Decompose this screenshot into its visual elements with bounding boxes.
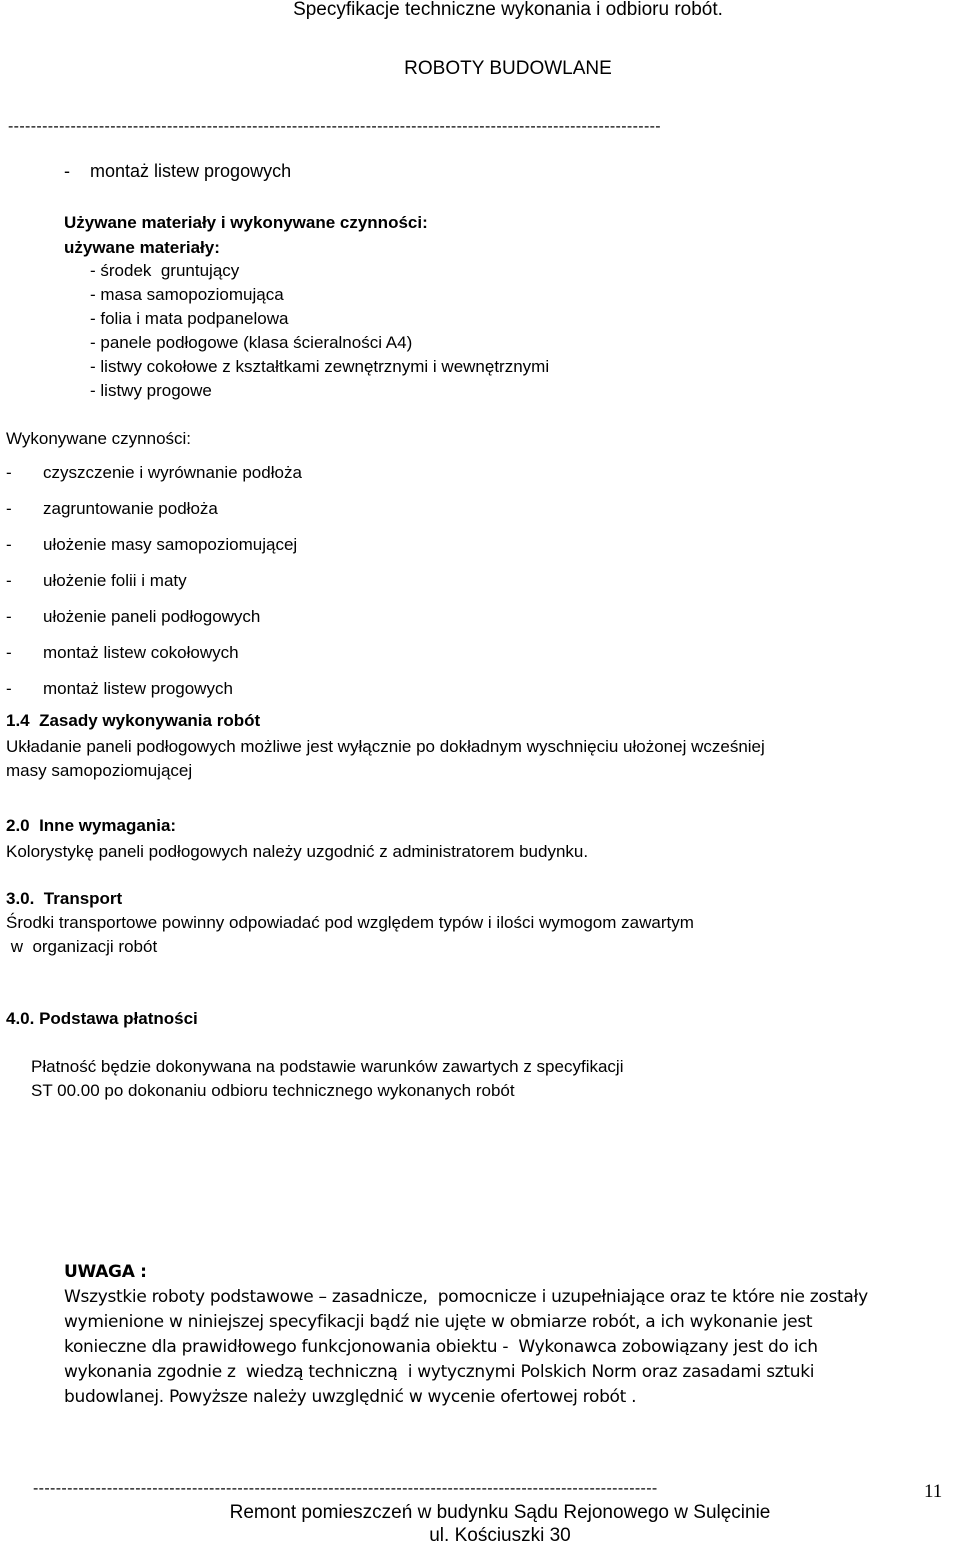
activity-item: montaż listew cokołowych — [43, 643, 239, 662]
activity-item: zagruntowanie podłoża — [43, 499, 218, 518]
activities-heading: Wykonywane czynności: — [6, 429, 192, 448]
materials-subheading: używane materiały: — [64, 238, 220, 257]
section-text: Środki transportowe powinny odpowiadać pod względem typów i ilości wymogom zawartym — [6, 913, 694, 932]
header-divider: ------------------------------------------------------------------------------------------------------------------- — [8, 118, 661, 135]
activity-item: ułożenie masy samopoziomującej — [43, 535, 298, 554]
section-text: w organizacji robót — [6, 937, 158, 956]
section-text: Kolorystykę paneli podłogowych należy uzgodnić z administratorem budynku. — [6, 842, 589, 861]
page-number: 11 — [924, 1481, 943, 1502]
activity-item: ułożenie folii i maty — [43, 571, 187, 590]
materials-heading: Używane materiały i wykonywane czynności: — [64, 213, 428, 232]
section-title: ROBOTY BUDOWLANE — [404, 58, 612, 79]
activity-item: czyszczenie i wyrównanie podłoża — [43, 463, 302, 482]
activity-item: montaż listew progowych — [43, 679, 233, 698]
list-dash: - — [6, 571, 12, 590]
material-item: - panele podłogowe (klasa ścieralności A4) — [90, 333, 413, 352]
list-dash: - — [6, 607, 12, 626]
note-heading: UWAGA : — [64, 1262, 147, 1282]
material-item: - listwy progowe — [90, 381, 212, 400]
note-text: wykonania zgodnie z wiedzą techniczną i wytycznymi Polskich Norm oraz zasadami sztuki — [64, 1362, 815, 1382]
note-text: Wszystkie roboty podstawowe – zasadnicze, pomocnicze i uzupełniające oraz te które nie zostały — [64, 1287, 868, 1307]
section-text: masy samopoziomującej — [6, 761, 193, 780]
material-item: - środek gruntujący — [90, 261, 240, 280]
section-heading: 3.0. Transport — [6, 889, 123, 908]
section-heading: 1.4 Zasady wykonywania robót — [6, 711, 261, 730]
activity-item: ułożenie paneli podłogowych — [43, 607, 261, 626]
section-heading: 4.0. Podstawa płatności — [6, 1009, 198, 1028]
footer-divider: -------------------------------------------------------------------------------------------------------------- — [33, 1480, 658, 1497]
document-title: Specyfikacje techniczne wykonania i odbioru robót. — [293, 0, 723, 20]
section-heading: 2.0 Inne wymagania: — [6, 816, 177, 835]
list-dash: - — [6, 535, 12, 554]
footer-address: ul. Kościuszki 30 — [429, 1525, 571, 1546]
note-text: konieczne dla prawidłowego funkcjonowania obiektu - Wykonawca zobowiązany jest do ich — [64, 1337, 818, 1357]
section-text: Płatność będzie dokonywana na podstawie warunków zawartych z specyfikacji — [31, 1057, 624, 1076]
list-item: - montaż listew progowych — [64, 161, 292, 181]
material-item: - folia i mata podpanelowa — [90, 309, 289, 328]
list-dash: - — [6, 679, 12, 698]
list-dash: - — [6, 463, 12, 482]
note-text: budowlanej. Powyższe należy uwzględnić w wycenie ofertowej robót . — [64, 1387, 637, 1407]
material-item: - masa samopoziomująca — [90, 285, 284, 304]
list-dash: - — [6, 643, 12, 662]
footer-project: Remont pomieszczeń w budynku Sądu Rejonowego w Sulęcinie — [229, 1502, 771, 1523]
section-text: ST 00.00 po dokonaniu odbioru technicznego wykonanych robót — [31, 1081, 515, 1100]
material-item: - listwy cokołowe z kształtkami zewnętrznymi i wewnętrznymi — [90, 357, 550, 376]
list-dash: - — [6, 499, 12, 518]
section-text: Układanie paneli podłogowych możliwe jest wyłącznie po dokładnym wyschnięciu ułożonej wcześniej — [6, 737, 765, 756]
note-text: wymienione w niniejszej specyfikacji bądź nie ujęte w obmiarze robót, a ich wykonanie jest — [64, 1312, 813, 1332]
